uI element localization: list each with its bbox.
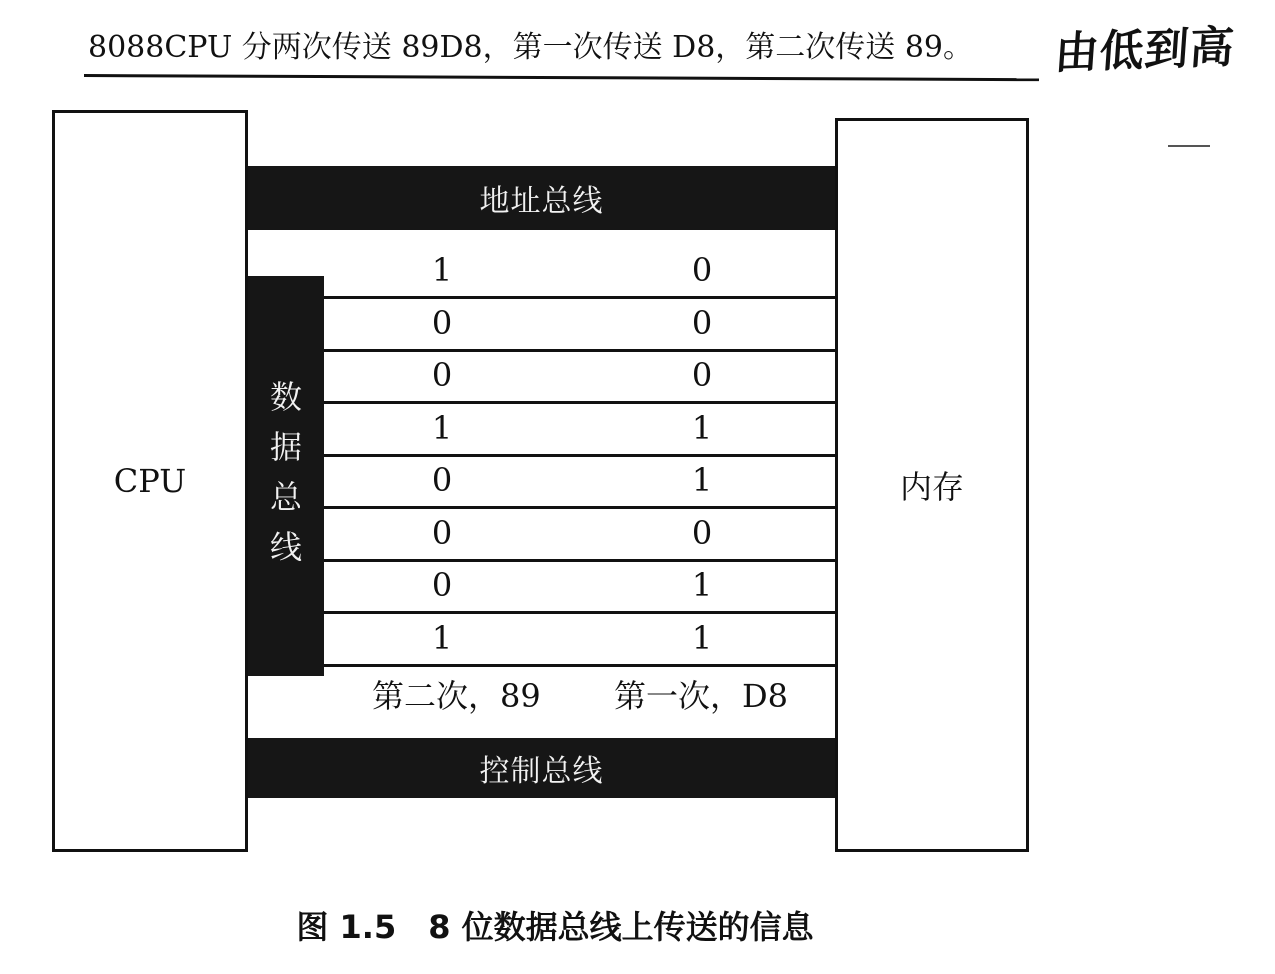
stray-mark bbox=[1168, 145, 1210, 147]
bit-first-transfer: 0 bbox=[691, 251, 713, 289]
data-line bbox=[324, 454, 835, 457]
data-line bbox=[324, 611, 835, 614]
cpu-label: CPU bbox=[113, 462, 187, 500]
bit-second-transfer: 0 bbox=[431, 513, 453, 552]
figure-caption: 图 1.5 8 位数据总线上传送的信息 bbox=[296, 908, 814, 946]
data-line bbox=[324, 296, 835, 299]
bit-first-transfer: 1 bbox=[691, 408, 713, 447]
bit-second-transfer: 0 bbox=[431, 461, 453, 499]
control-bus-label: 控制总线 bbox=[479, 754, 604, 789]
bit-second-transfer: 0 bbox=[431, 303, 453, 342]
annotation-underline bbox=[84, 74, 1039, 81]
bit-second-transfer: 0 bbox=[431, 566, 453, 604]
control-bus bbox=[248, 738, 835, 798]
first-transfer-label: 第一次，D8 bbox=[614, 677, 789, 715]
data-bus-label bbox=[248, 372, 324, 572]
data-line bbox=[324, 506, 835, 509]
address-bus-label: 地址总线 bbox=[479, 184, 604, 219]
data-line bbox=[324, 559, 835, 562]
bit-second-transfer: 1 bbox=[431, 618, 453, 657]
data-line bbox=[324, 349, 835, 352]
data-bus-label-char: 据 bbox=[269, 428, 302, 466]
bit-second-transfer: 1 bbox=[431, 408, 453, 447]
second-transfer-label: 第二次，89 bbox=[372, 677, 541, 715]
data-bus-label-char: 线 bbox=[269, 528, 302, 566]
address-bus bbox=[248, 166, 835, 230]
annotation-text: 8088CPU 分两次传送 89D8，第一次传送 D8，第二次传送 89。 bbox=[88, 30, 974, 65]
bit-second-transfer: 0 bbox=[431, 356, 453, 394]
data-bus-label-char: 数 bbox=[269, 378, 302, 416]
bit-first-transfer: 1 bbox=[691, 618, 713, 657]
memory-box bbox=[835, 118, 1029, 852]
data-line bbox=[324, 664, 835, 667]
bit-first-transfer: 1 bbox=[691, 461, 713, 499]
bit-first-transfer: 0 bbox=[691, 303, 713, 342]
bit-first-transfer: 1 bbox=[691, 566, 713, 604]
memory-label: 内存 bbox=[899, 468, 964, 506]
data-bus-label-char: 总 bbox=[269, 478, 302, 516]
data-line bbox=[324, 401, 835, 404]
bit-first-transfer: 0 bbox=[691, 513, 713, 552]
handwritten-note: 由低到高 bbox=[1052, 21, 1237, 80]
bit-second-transfer: 1 bbox=[431, 251, 453, 289]
bit-first-transfer: 0 bbox=[691, 356, 713, 394]
cpu-box bbox=[52, 110, 248, 852]
